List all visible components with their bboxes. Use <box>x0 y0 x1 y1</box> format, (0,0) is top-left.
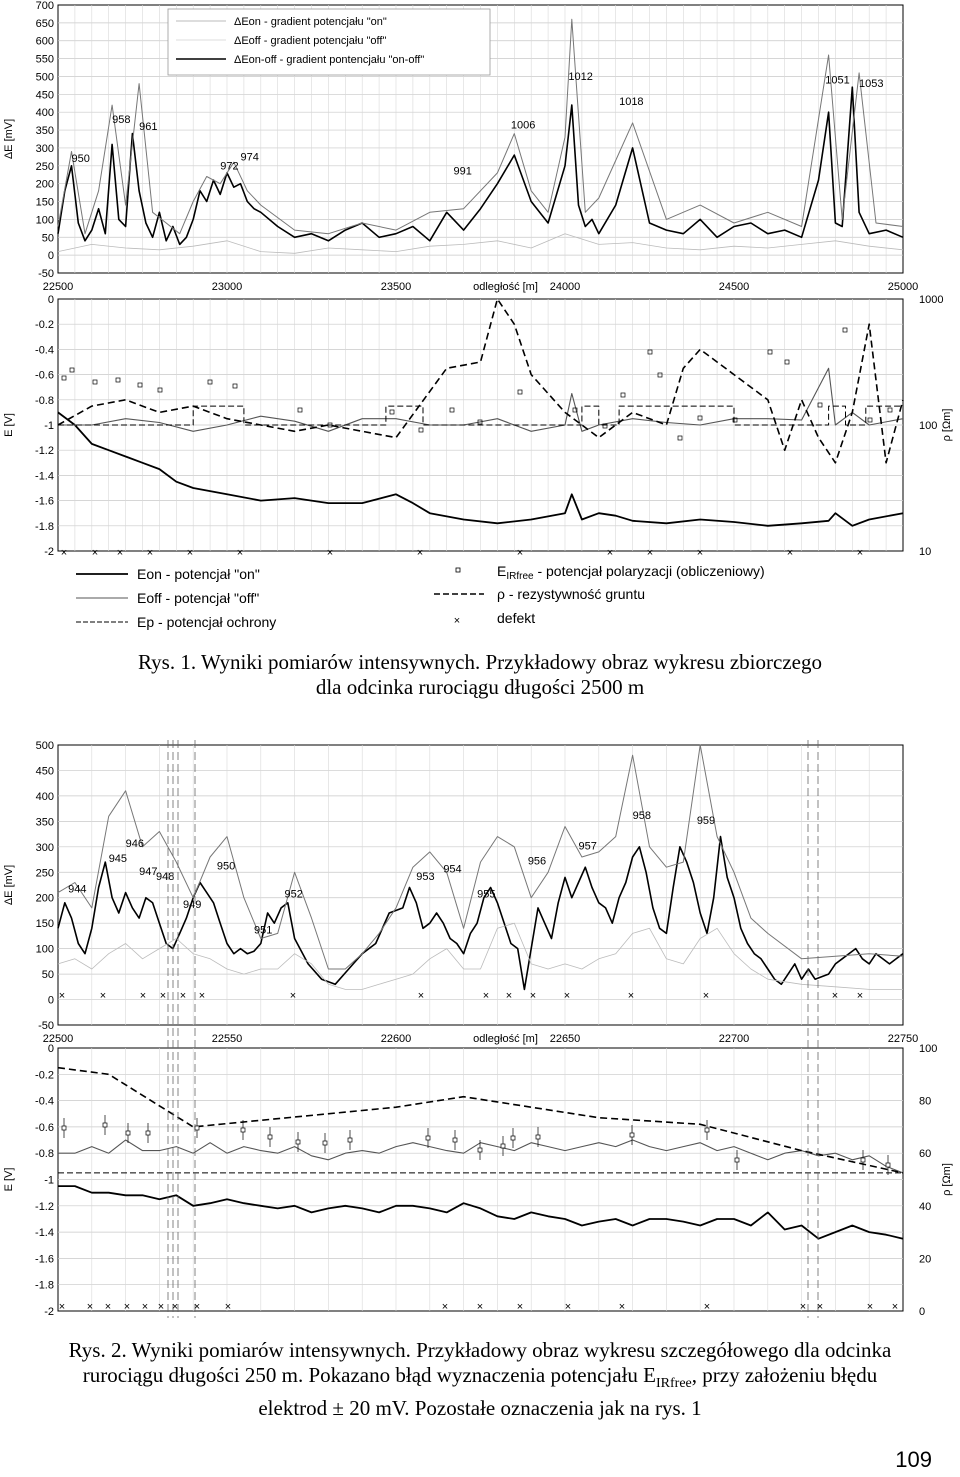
figure-2-caption-line3: elektrod ± 20 mV. Pozostałe oznaczenia jak na rys. 1 <box>258 1396 702 1421</box>
y2-axis-label: ρ [Ωm] <box>941 1163 953 1196</box>
figure-2-caption-line2: rurociągu długości 250 m. Pokazano błąd wyznaczenia potencjału $E_{IRfree}$, przy założeniu błędu <box>82 1363 878 1392</box>
peak-label: 961 <box>139 121 158 134</box>
y-tick-label: 450 <box>35 89 54 102</box>
eirfree-marker <box>348 1138 352 1142</box>
y-tick-label: -50 <box>38 268 54 280</box>
y-tick-label: 500 <box>35 740 54 752</box>
y-tick-label: -1.8 <box>35 520 54 533</box>
y-tick-label: 500 <box>35 71 54 84</box>
defect-marker: × <box>139 990 147 1002</box>
eirfree-marker <box>195 1126 199 1130</box>
peak-label: 949 <box>183 898 202 911</box>
peak-label: 950 <box>216 860 236 873</box>
y-axis-label: E [V] <box>3 1167 15 1192</box>
y-tick-label: 0 <box>47 994 54 1007</box>
legend-entry: ρ - rezystywność gruntu <box>497 586 646 602</box>
defect-marker: × <box>646 547 654 559</box>
y-tick-label: -0.4 <box>35 1095 54 1108</box>
peak-label: 991 <box>453 165 472 178</box>
figure-2-caption-line1: Rys. 2. Wyniki pomiarów intensywnych. Przykładowy obraz wykresu szczegółowego dla odcinka <box>68 1338 892 1362</box>
series-line-Eoff <box>58 1140 903 1173</box>
eirfree-marker <box>630 1133 634 1137</box>
legend-entry: Eon - potencjał "on" <box>137 566 260 582</box>
y-tick-label: 0 <box>47 250 54 263</box>
peak-label: 972 <box>220 160 239 173</box>
defect-marker: × <box>627 990 635 1002</box>
legend-entry: Ep - potencjał ochrony <box>137 614 277 630</box>
peak-label: 974 <box>240 151 259 164</box>
eirfree-marker <box>518 390 522 394</box>
defect-marker: × <box>141 1301 149 1313</box>
y2-tick-label: 80 <box>919 1095 932 1108</box>
defect-marker: × <box>786 547 794 559</box>
y-tick-label: 0 <box>47 294 54 306</box>
eirfree-marker <box>268 1135 272 1139</box>
defect-marker: × <box>816 1301 824 1313</box>
eirfree-marker <box>648 350 652 354</box>
y-tick-label: -0.2 <box>35 1069 54 1082</box>
y-tick-label: -1.6 <box>35 1253 54 1266</box>
y-tick-label: -1.8 <box>35 1279 54 1292</box>
defect-marker: × <box>116 547 124 559</box>
defect-marker: × <box>482 990 490 1002</box>
eirfree-marker <box>70 368 74 372</box>
eirfree-marker <box>426 1136 430 1140</box>
x-tick-label: 23500 <box>380 281 412 293</box>
defect-marker: × <box>193 1301 201 1313</box>
eirfree-marker <box>768 350 772 354</box>
legend-entry: Eoff - potencjał "off" <box>137 590 260 606</box>
defect-marker: × <box>326 547 334 559</box>
eirfree-marker <box>886 1163 890 1167</box>
y-tick-label: 650 <box>35 17 54 30</box>
eirfree-marker <box>705 1128 709 1132</box>
series-line-ΔEon <box>58 745 903 969</box>
y-tick-label: 150 <box>35 196 54 209</box>
y2-tick-label: 10 <box>919 546 932 558</box>
defect-marker: × <box>563 990 571 1002</box>
defect-marker: × <box>856 547 864 559</box>
eirfree-marker <box>62 1126 66 1130</box>
defect-marker: × <box>891 1301 899 1313</box>
eirfree-marker <box>843 328 847 332</box>
eirfree-marker <box>453 1138 457 1142</box>
y-tick-label: -1.6 <box>35 495 54 508</box>
eirfree-marker <box>511 1136 515 1140</box>
y-tick-label: 450 <box>35 765 54 778</box>
y-tick-label: -1 <box>44 1174 54 1187</box>
x-tick-label: 22550 <box>211 1033 243 1045</box>
y-tick-label: 350 <box>35 816 54 829</box>
defect-marker: × <box>606 547 614 559</box>
y-tick-label: -1.2 <box>35 1200 54 1213</box>
eirfree-marker <box>93 380 97 384</box>
legend-entry-eirfree: $E_{IRfree}$ - potencjał polaryzacji (obliczeniowy) <box>497 563 765 582</box>
y2-tick-label: 100 <box>919 420 938 432</box>
y-tick-label: -2 <box>44 1306 54 1318</box>
eirfree-marker <box>116 378 120 382</box>
legend-entry: ΔEoff - gradient potencjału "off" <box>234 35 387 47</box>
peak-label: 1012 <box>568 71 593 84</box>
eirfree-marker <box>296 1140 300 1144</box>
defect-marker: × <box>618 1301 626 1313</box>
y-axis-label: ΔE [mV] <box>3 864 15 906</box>
y-tick-label: 400 <box>35 107 54 120</box>
eirfree-marker <box>450 408 454 412</box>
y-tick-label: 100 <box>35 214 54 227</box>
peak-label: 952 <box>284 888 303 901</box>
y-tick-label: 50 <box>41 232 54 245</box>
x-tick-label: 23000 <box>211 281 243 293</box>
peak-label: 947 <box>139 865 158 878</box>
page-number: 109 <box>895 1447 932 1472</box>
defect-marker: × <box>831 990 839 1002</box>
eirfree-marker <box>323 1141 327 1145</box>
defect-marker: × <box>564 1301 572 1313</box>
y-axis-label: ΔE [mV] <box>3 118 15 160</box>
peak-label: 958 <box>112 113 131 126</box>
x-tick-label: 22750 <box>887 1033 919 1045</box>
eirfree-marker <box>103 1123 107 1127</box>
x-axis-label: odległość [m] <box>473 1033 538 1045</box>
eirfree-marker <box>678 436 682 440</box>
y-axis-label: E [V] <box>3 413 15 437</box>
peak-label: 1053 <box>859 78 884 91</box>
defect-marker: × <box>157 1301 165 1313</box>
y-tick-label: 600 <box>35 35 54 48</box>
defect-marker: × <box>60 547 68 559</box>
legend-entry: ΔEon-off - gradient pontencjału "on-off" <box>234 54 425 66</box>
eirfree-marker <box>501 1144 505 1148</box>
x-tick-label: 24000 <box>549 281 581 293</box>
y2-tick-label: 0 <box>919 1306 926 1318</box>
y2-tick-label: 100 <box>919 1043 938 1055</box>
defect-marker: × <box>289 990 297 1002</box>
defect-marker: × <box>99 990 107 1002</box>
defect-marker: × <box>86 1301 94 1313</box>
y2-tick-label: 60 <box>919 1148 932 1161</box>
peak-label: 955 <box>477 888 496 901</box>
eirfree-marker <box>735 1158 739 1162</box>
defect-marker: × <box>104 1301 112 1313</box>
defect-marker: × <box>236 547 244 559</box>
defect-marker: × <box>505 990 513 1002</box>
y-tick-label: -0.4 <box>35 344 54 357</box>
defect-marker: × <box>529 990 537 1002</box>
defect-marker: × <box>702 990 710 1002</box>
plot-frame-fig2-top <box>58 745 903 1025</box>
x-axis-label: odległość [m] <box>473 281 538 293</box>
y-tick-label: 550 <box>35 53 54 66</box>
defect-marker: × <box>441 1301 449 1313</box>
defect-marker: × <box>417 990 425 1002</box>
y2-tick-label: 20 <box>919 1253 932 1266</box>
y2-tick-label: 40 <box>919 1200 932 1213</box>
x-tick-label: 25000 <box>887 281 919 293</box>
y-tick-label: -0.8 <box>35 1148 54 1161</box>
series-line-Eon <box>58 1186 903 1239</box>
peak-label: 953 <box>416 870 435 883</box>
defect-marker: × <box>866 1301 874 1313</box>
defect-marker: × <box>416 547 424 559</box>
peak-label: 1018 <box>619 96 644 109</box>
y-tick-label: 250 <box>35 160 54 173</box>
x-tick-label: 24500 <box>718 281 750 293</box>
eirfree-marker <box>888 408 892 412</box>
peak-label: 954 <box>443 863 462 876</box>
y2-axis-label: ρ [Ωm] <box>941 408 953 442</box>
y-tick-label: -1.4 <box>35 1227 54 1240</box>
x-tick-label: 22700 <box>718 1033 750 1045</box>
eirfree-marker <box>868 418 872 422</box>
y-tick-label: -1.2 <box>35 445 54 458</box>
peak-label: 956 <box>527 855 547 868</box>
y-tick-label: -2 <box>44 546 54 558</box>
defect-marker: × <box>198 990 206 1002</box>
defect-marker: × <box>159 990 167 1002</box>
peak-label: 959 <box>696 814 716 827</box>
eirfree-marker <box>126 1131 130 1135</box>
eirfree-marker <box>658 373 662 377</box>
peak-label: 958 <box>632 809 651 822</box>
peak-label: 957 <box>578 840 597 853</box>
y-tick-label: 700 <box>35 0 54 12</box>
x-tick-label: 22650 <box>549 1033 581 1045</box>
eirfree-marker <box>536 1135 540 1139</box>
peak-label: 951 <box>254 924 273 937</box>
eirfree-marker <box>419 428 423 432</box>
defect-marker: × <box>799 1301 807 1313</box>
y-tick-label: 50 <box>41 969 54 982</box>
y-tick-label: 150 <box>35 918 54 931</box>
eirfree-marker <box>861 1158 865 1162</box>
legend-marker-defect: × <box>453 615 461 627</box>
eirfree-marker <box>158 388 162 392</box>
defect-marker: × <box>91 547 99 559</box>
eirfree-marker <box>62 376 66 380</box>
defect-marker: × <box>516 1301 524 1313</box>
figure-2-caption <box>0 1338 960 1421</box>
x-tick-label: 22500 <box>42 281 74 293</box>
y-tick-label: 0 <box>47 1043 54 1055</box>
y-tick-label: 400 <box>35 790 54 803</box>
peak-label: 1051 <box>825 74 850 87</box>
figure-1-caption-line1: Rys. 1. Wyniki pomiarów intensywnych. Przykładowy obraz wykresu zbiorczego <box>138 650 822 674</box>
defect-marker: × <box>58 1301 66 1313</box>
defect-marker: × <box>146 547 154 559</box>
peak-label: 1006 <box>510 119 536 132</box>
legend-marker-square <box>456 568 460 572</box>
y-tick-label: 250 <box>35 867 54 880</box>
eirfree-marker <box>478 1148 482 1152</box>
y-tick-label: 200 <box>35 178 54 191</box>
defect-marker: × <box>224 1301 232 1313</box>
y-tick-label: -50 <box>38 1020 54 1032</box>
x-tick-label: 22600 <box>380 1033 412 1045</box>
peak-label: 946 <box>125 837 144 850</box>
defect-marker: × <box>171 1301 179 1313</box>
legend-entry: ΔEon - gradient potencjału "on" <box>234 16 387 28</box>
y-tick-label: -0.6 <box>35 369 54 382</box>
peak-label: 944 <box>68 883 87 896</box>
eirfree-marker <box>390 410 394 414</box>
legend-entry: defekt <box>497 610 536 626</box>
eirfree-marker <box>785 360 789 364</box>
defect-marker: × <box>696 547 704 559</box>
y-tick-label: 350 <box>35 125 54 138</box>
figure-1-caption <box>0 650 960 700</box>
y-tick-label: -0.2 <box>35 319 54 332</box>
y-tick-label: -1.4 <box>35 470 54 483</box>
y-tick-label: 300 <box>35 841 54 854</box>
series-line-ρ <box>58 1068 903 1173</box>
eirfree-marker <box>298 408 302 412</box>
eirfree-marker <box>146 1131 150 1135</box>
defect-marker: × <box>179 990 187 1002</box>
peak-label: 945 <box>108 853 128 866</box>
defect-marker: × <box>516 547 524 559</box>
peak-label: 950 <box>71 153 90 166</box>
defect-marker: × <box>186 547 194 559</box>
y-tick-label: 100 <box>35 943 54 956</box>
eirfree-marker <box>138 383 142 387</box>
y-tick-label: -0.6 <box>35 1121 54 1134</box>
x-tick-label: 22500 <box>42 1033 74 1045</box>
eirfree-marker <box>241 1128 245 1132</box>
y-tick-label: -1 <box>44 420 54 432</box>
y2-tick-label: 1000 <box>919 294 944 306</box>
eirfree-marker <box>233 384 237 388</box>
defect-marker: × <box>703 1301 711 1313</box>
defect-marker: × <box>58 990 66 1002</box>
figure-1-caption-line2: dla odcinka rurociągu długości 2500 m <box>315 675 645 699</box>
defect-marker: × <box>476 1301 484 1313</box>
defect-marker: × <box>123 1301 131 1313</box>
y-tick-label: -0.8 <box>35 394 54 407</box>
eirfree-marker <box>621 393 625 397</box>
y-tick-label: 200 <box>35 892 54 905</box>
defect-marker: × <box>856 990 864 1002</box>
y-tick-label: 300 <box>35 142 54 155</box>
series-line-ΔEon-off <box>58 837 903 990</box>
peak-label: 948 <box>156 870 175 883</box>
